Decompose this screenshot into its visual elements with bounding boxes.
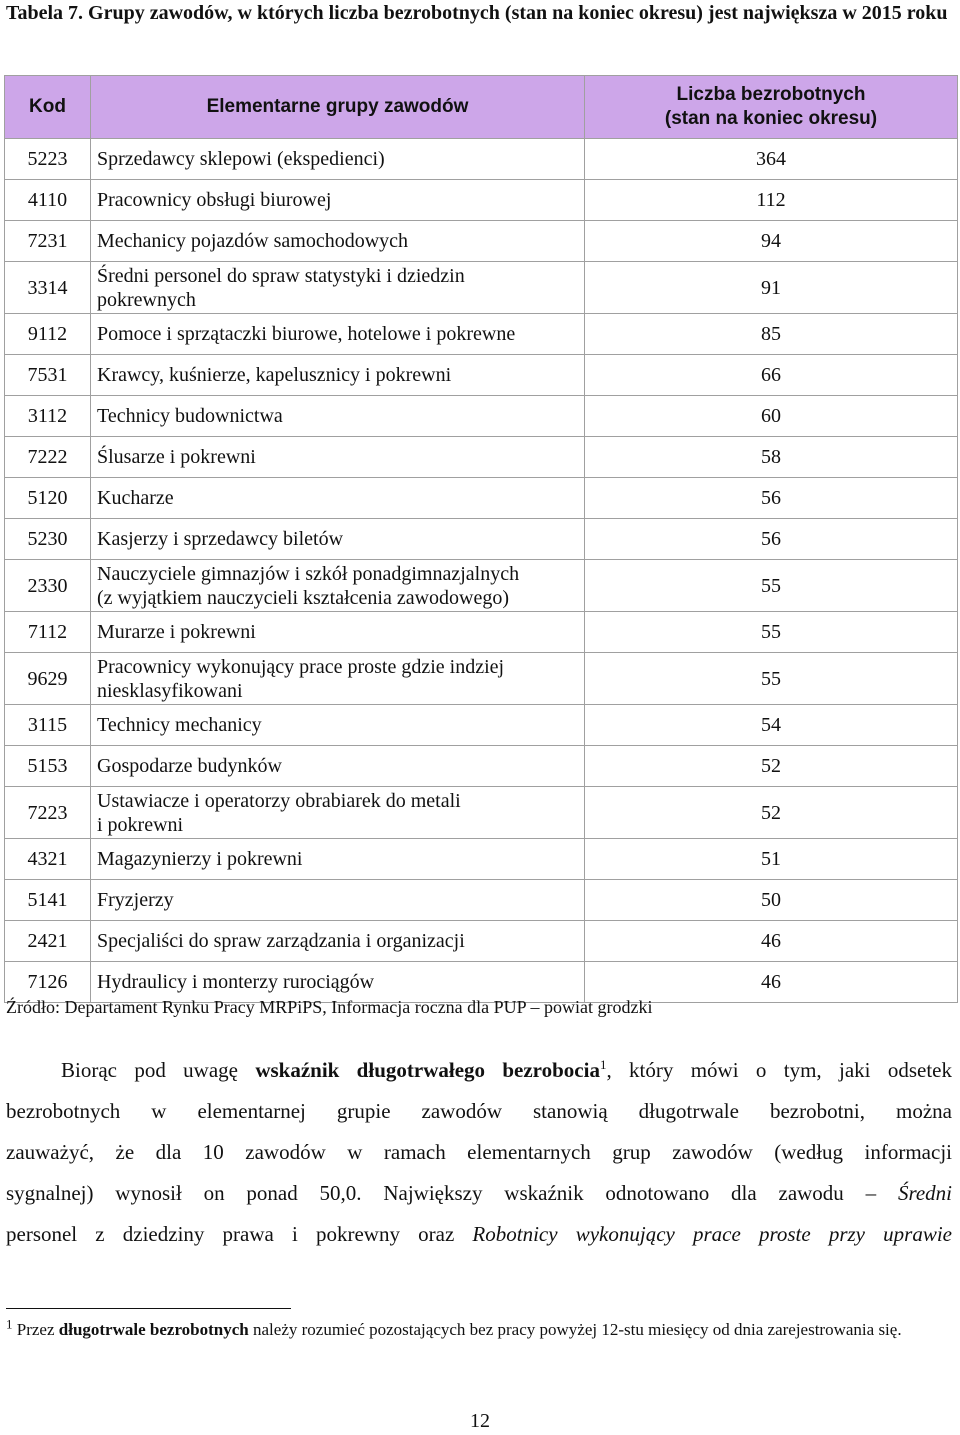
row-code: 9629 [5,653,91,705]
table-row [5,139,958,180]
row-occupation: Kucharze [91,478,585,519]
table-row [5,355,958,396]
table-row [5,519,958,560]
row-occupation: Technicy budownictwa [91,396,585,437]
header-count-line2: (stan na koniec okresu) [664,108,878,129]
row-occupation: Nauczyciele gimnazjów i szkół ponadgimnazjalnych (z wyjątkiem nauczycieli kształcenia zawodowego) [91,560,585,612]
row-count: 85 [585,314,958,355]
italic-term: Średni [897,1181,952,1205]
row-occupation: Magazynierzy i pokrewni [91,839,585,880]
row-occupation: Fryzjerzy [91,880,585,921]
table-row [5,437,958,478]
row-code: 7126 [5,962,91,1003]
row-occupation: Murarze i pokrewni [91,612,585,653]
footnote-bold: długotrwale bezrobotnych [58,1320,249,1339]
unemployment-table [4,75,958,1003]
row-count: 56 [585,478,958,519]
row-code: 7531 [5,355,91,396]
table-row [5,314,958,355]
row-code: 7112 [5,612,91,653]
table-row [5,880,958,921]
row-count: 46 [585,921,958,962]
header-count [585,76,958,139]
row-occupation: Gospodarze budynków [91,746,585,787]
row-count: 54 [585,705,958,746]
row-code: 3112 [5,396,91,437]
row-code: 4110 [5,180,91,221]
row-count: 112 [585,180,958,221]
row-occupation: Pracownicy obsługi biurowej [91,180,585,221]
row-count: 94 [585,221,958,262]
table-row [5,787,958,839]
table-row [5,262,958,314]
paragraph-line-2: bezrobotnych w elementarnej grupie zawodów stanowią długotrwale bezrobotni, można [6,1099,952,1123]
table-row [5,180,958,221]
row-count: 52 [585,787,958,839]
row-code: 5141 [5,880,91,921]
row-count: 66 [585,355,958,396]
row-occupation: Hydraulicy i monterzy rurociągów [91,962,585,1003]
row-count: 52 [585,746,958,787]
paragraph-line-4: sygnalnej) wynosił on ponad 50,0. Największy wskaźnik odnotowano dla zawodu – Średni [6,1181,952,1205]
paragraph-line-5: personel z dziedziny prawa i pokrewny oraz Robotnicy wykonujący prace proste przy uprawie [6,1222,952,1246]
page-number: 12 [470,1410,490,1432]
row-code: 9112 [5,314,91,355]
row-occupation: Pracownicy wykonujący prace proste gdzie indziej niesklasyfikowani [91,653,585,705]
table-row [5,396,958,437]
table-row [5,653,958,705]
body-paragraph [6,1050,952,1255]
row-count: 50 [585,880,958,921]
row-count: 364 [585,139,958,180]
table-row [5,612,958,653]
header-group: Elementarne grupy zawodów [91,76,585,139]
row-count: 56 [585,519,958,560]
paragraph-line-3: zauważyć, że dla 10 zawodów w ramach elementarnych grup zawodów (według informacji [6,1140,952,1164]
paragraph-line-1: Biorąc pod uwagę wskaźnik długotrwałego bezrobocia$^1$, który mówi o tym, jaki odsetek [61,1057,952,1082]
row-occupation: Technicy mechanicy [91,705,585,746]
row-code: 7231 [5,221,91,262]
table-caption: Tabela 7. Grupy zawodów, w których liczba bezrobotnych (stan na koniec okresu) jest największa w 2015 roku [6,2,948,24]
row-code: 3314 [5,262,91,314]
footnote-mark: 1 [6,1316,13,1332]
row-count: 51 [585,839,958,880]
table-row [5,221,958,262]
row-count: 55 [585,612,958,653]
italic-term-2: Robotnicy wykonujący prace proste przy uprawie [472,1222,952,1246]
row-count: 46 [585,962,958,1003]
row-code: 2421 [5,921,91,962]
table-row [5,478,958,519]
row-occupation: Kasjerzy i sprzedawcy biletów [91,519,585,560]
row-code: 4321 [5,839,91,880]
row-count: 55 [585,653,958,705]
row-code: 5230 [5,519,91,560]
row-occupation: Ślusarze i pokrewni [91,437,585,478]
row-occupation: Średni personel do spraw statystyki i dziedzin pokrewnych [91,262,585,314]
row-count: 55 [585,560,958,612]
term-bold: wskaźnik długotrwałego bezrobocia [255,1058,600,1082]
table-row [5,560,958,612]
row-occupation: Ustawiacze i operatorzy obrabiarek do metali i pokrewni [91,787,585,839]
row-count: 91 [585,262,958,314]
table-row [5,839,958,880]
row-code: 3115 [5,705,91,746]
row-code: 5153 [5,746,91,787]
row-count: 60 [585,396,958,437]
row-code: 7222 [5,437,91,478]
row-code: 7223 [5,787,91,839]
footnote-separator [6,1308,291,1309]
source-note: Źródło: Departament Rynku Pracy MRPiPS, Informacja roczna dla PUP – powiat grodzki [6,997,653,1017]
footnote-ref: 1 [599,1057,607,1072]
row-occupation: Krawcy, kuśnierze, kapelusznicy i pokrewni [91,355,585,396]
table-row [5,746,958,787]
row-code: 2330 [5,560,91,612]
row-occupation: Pomoce i sprzątaczki biurowe, hotelowe i pokrewne [91,314,585,355]
table-row [5,921,958,962]
row-occupation: Specjaliści do spraw zarządzania i organizacji [91,921,585,962]
footnote: $^1$ Przez długotrwale bezrobotnych należy rozumieć pozostających bez pracy powyżej 12-stu miesięcy od dnia zarejestrowania się. [6,1316,902,1339]
table-row [5,705,958,746]
header-code: Kod [5,76,91,139]
row-code: 5120 [5,478,91,519]
row-code: 5223 [5,139,91,180]
header-count-line1: Liczba bezrobotnych [676,84,866,105]
row-occupation: Mechanicy pojazdów samochodowych [91,221,585,262]
row-occupation: Sprzedawcy sklepowi (ekspedienci) [91,139,585,180]
row-count: 58 [585,437,958,478]
table-header-row [5,76,958,139]
